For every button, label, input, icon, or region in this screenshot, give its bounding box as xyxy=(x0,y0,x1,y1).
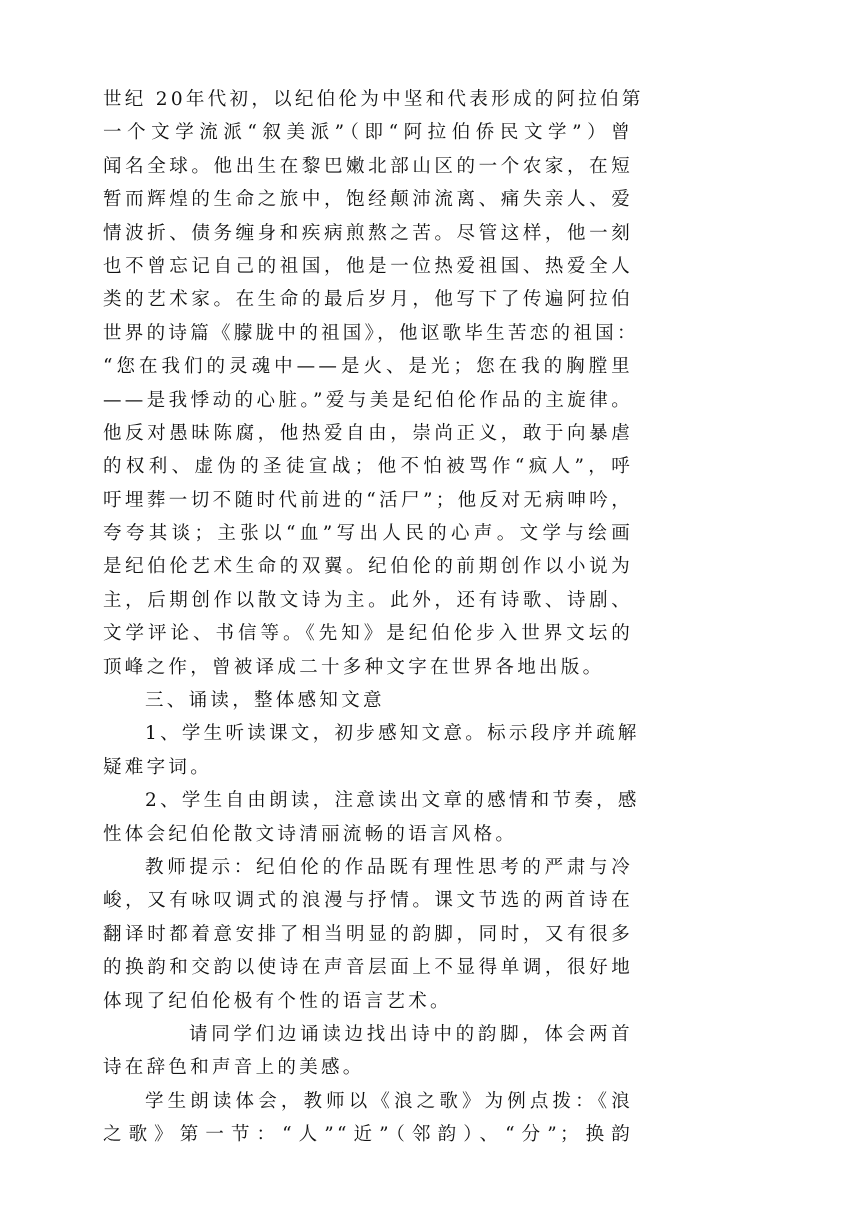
paragraph-line: 暂而辉煌的生命之旅中，饱经颠沛流离、痛失亲人、爱 xyxy=(103,189,633,211)
paragraph-line: 2、学生自由朗读，注意读出文章的感情和节奏，感 xyxy=(145,790,640,812)
paragraph-line: “您在我们的灵魂中——是火、是光；您在我的胸膛里 xyxy=(103,356,633,378)
paragraph-line: 是纪伯伦艺术生命的双翼。纪伯伦的前期创作以小说为 xyxy=(103,556,633,578)
paragraph-line: 一个文学流派“叙美派”（即“阿拉伯侨民文学”）曾 xyxy=(103,122,633,144)
paragraph-line: 的权利、虚伪的圣徒宣战；他不怕被骂作“疯人”，呼 xyxy=(103,456,633,478)
paragraph-line: 情波折、债务缠身和疾病煎熬之苦。尽管这样，他一刻 xyxy=(103,222,633,244)
paragraph-line: ——是我悸动的心脏。”爱与美是纪伯伦作品的主旋律。 xyxy=(103,389,633,411)
paragraph-line: 顶峰之作，曾被译成二十多种文字在世界各地出版。 xyxy=(103,656,605,678)
document-page xyxy=(103,83,644,1152)
paragraph-line: 之歌》第一节：“人”“近”（邻韵）、“分”；换韵 xyxy=(103,1124,633,1146)
paragraph-line: 也不曾忘记自己的祖国，他是一位热爱祖国、热爱全人 xyxy=(103,255,633,277)
paragraph-line: 世纪 20年代初，以纪伯伦为中坚和代表形成的阿拉伯第 xyxy=(103,89,644,110)
paragraph-line: 夸夸其谈；主张以“血”写出人民的心声。文学与绘画 xyxy=(103,523,633,545)
paragraph-line: 峻，又有咏叹调式的浪漫与抒情。课文节选的两首诗在 xyxy=(103,890,633,912)
paragraph-line: 文学评论、书信等。《先知》是纪伯伦步入世界文坛的 xyxy=(103,623,633,645)
paragraph-line: 类的艺术家。在生命的最后岁月，他写下了传遍阿拉伯 xyxy=(103,289,633,311)
paragraph-line: 诗在辞色和声音上的美感。 xyxy=(103,1057,365,1079)
paragraph-line: 翻译时都着意安排了相当明显的韵脚，同时，又有很多 xyxy=(103,923,633,945)
paragraph-line: 世界的诗篇《朦胧中的祖国》，他讴歌毕生苦恋的祖国： xyxy=(103,322,639,344)
paragraph-line: 学生朗读体会，教师以《浪之歌》为例点拨：《浪 xyxy=(145,1090,633,1112)
paragraph-line: 他反对愚昧陈腐，他热爱自由，崇尚正义，敢于向暴虐 xyxy=(103,422,633,444)
paragraph-line: 疑难字词。 xyxy=(103,756,213,778)
paragraph-line: 体现了纪伯伦极有个性的语言艺术。 xyxy=(103,990,452,1012)
paragraph-line: 性体会纪伯伦散文诗清丽流畅的语言风格。 xyxy=(103,823,518,845)
paragraph-line: 吁埋葬一切不随时代前进的“活尸”；他反对无病呻吟， xyxy=(103,489,633,511)
paragraph-line: 的换韵和交韵以使诗在声音层面上不显得单调，很好地 xyxy=(103,957,633,979)
paragraph-line: 教师提示：纪伯伦的作品既有理性思考的严肃与冷 xyxy=(145,856,633,878)
paragraph-line: 请同学们边诵读边找出诗中的韵脚，体会两首 xyxy=(189,1023,633,1045)
paragraph-line: 主，后期创作以散文诗为主。此外，还有诗歌、诗剧、 xyxy=(103,589,633,611)
paragraph-line: 1、学生听读课文，初步感知文意。标示段序并疏解 xyxy=(145,723,640,745)
paragraph-line: 闻名全球。他出生在黎巴嫩北部山区的一个农家，在短 xyxy=(103,155,633,177)
section-heading: 三、诵读，整体感知文意 xyxy=(145,690,385,712)
